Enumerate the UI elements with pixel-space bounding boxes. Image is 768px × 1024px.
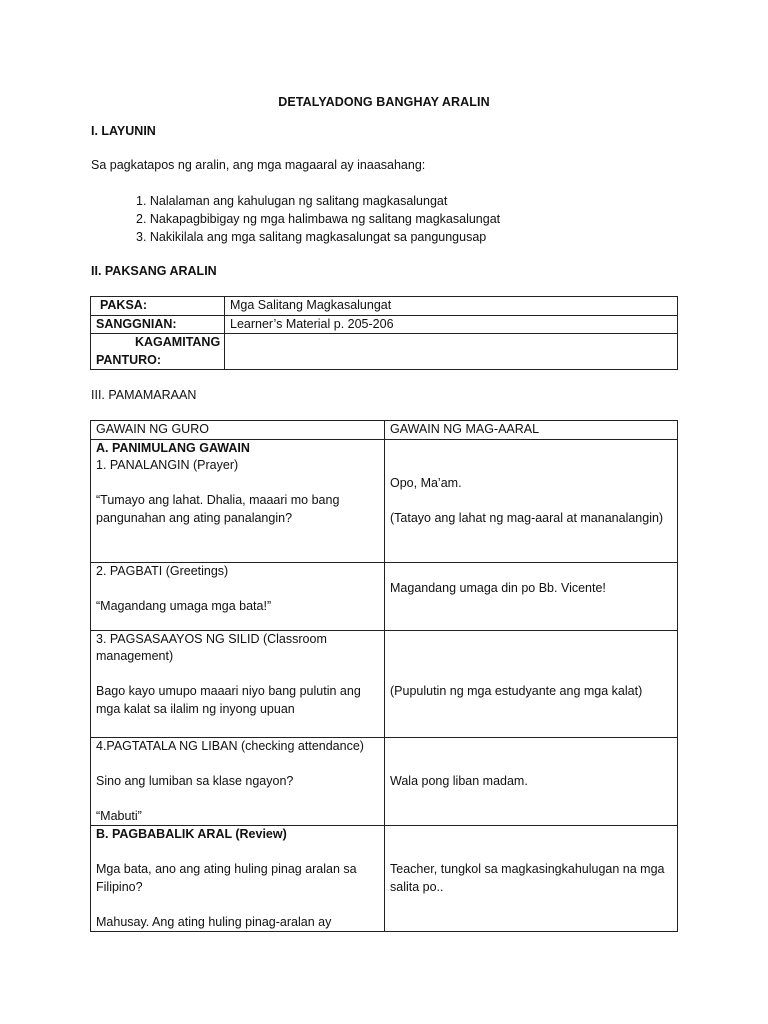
- pagtatala-label: 4.PAGTATALA NG LIBAN (checking attendance): [96, 738, 364, 753]
- table-row: [91, 297, 678, 316]
- panalangin-student-cell: [385, 439, 678, 562]
- section-heading-paksang-aralin: II. PAKSANG ARALIN: [91, 264, 217, 278]
- table-row: [91, 562, 678, 630]
- pagbabalik-teacher-question: Mga bata, ano ang ating huling pinag aralan sa Filipino?: [96, 862, 357, 894]
- pagtatala-teacher-question: Sino ang lumiban sa klase ngayon?: [96, 773, 294, 788]
- pagbati-teacher-cell: [91, 562, 385, 630]
- panalangin-student-reply: Opo, Ma’am.: [390, 475, 462, 490]
- table-row: [91, 315, 678, 334]
- objective-item: 3. Nakikilala ang mga salitang magkasalungat sa pangungusap: [136, 230, 487, 244]
- paksa-value: Mga Salitang Magkasalungat: [225, 297, 678, 316]
- document-title: DETALYADONG BANGHAY ARALIN: [278, 95, 490, 109]
- pamamaraan-table: [90, 420, 678, 932]
- column-header-mag-aaral: GAWAIN NG MAG-AARAL: [385, 421, 678, 440]
- objectives-list: [136, 192, 500, 246]
- pagtatala-teacher-reply: “Mabuti”: [96, 808, 142, 823]
- paksa-label: PAKSA:: [91, 297, 225, 316]
- pagbabalik-student-text: Teacher, tungkol sa magkasingkahulugan na mga salita po..: [390, 862, 665, 894]
- pagbabalik-teacher-text: Mahusay. Ang ating huling pinag-aralan ay: [96, 914, 332, 929]
- table-row: [91, 334, 678, 370]
- pagtatala-student-text: Wala pong liban madam.: [390, 773, 528, 788]
- pagbabalik-teacher-cell: [91, 826, 385, 932]
- sanggunian-label: SANGGNIAN:: [91, 315, 225, 334]
- pagsasaayos-student-cell: [385, 630, 678, 737]
- column-header-guro: GAWAIN NG GURO: [91, 421, 385, 440]
- paksang-aralin-table: [90, 296, 678, 370]
- objectives-intro: Sa pagkatapos ng aralin, ang mga magaaral ay inaasahang:: [91, 158, 426, 172]
- kagamitang-value: [225, 334, 678, 370]
- objective-item: 1. Nalalaman ang kahulugan ng salitang magkasalungat: [136, 194, 448, 208]
- pagbabalik-aral-heading: B. PAGBABALIK ARAL (Review): [96, 827, 287, 841]
- pagbati-label: 2. PAGBATI (Greetings): [96, 563, 229, 578]
- kagamitang-label-line1: KAGAMITANG: [135, 335, 221, 349]
- pagbati-teacher-text: “Magandang umaga mga bata!”: [96, 598, 272, 613]
- panalangin-teacher-text: “Tumayo ang lahat. Dhalia, maaari mo bang pangunahan ang ating panalangin?: [96, 493, 340, 525]
- pagsasaayos-teacher-text: Bago kayo umupo maaari niyo bang pulutin ang mga kalat sa ilalim ng inyong upuan: [96, 684, 361, 716]
- pagbati-student-text: Magandang umaga din po Bb. Vicente!: [390, 581, 606, 595]
- pagsasaayos-teacher-cell: [91, 630, 385, 737]
- pagtatala-teacher-cell: [91, 737, 385, 826]
- pagbati-student-cell: [385, 562, 678, 630]
- panalangin-student-action: (Tatayo ang lahat ng mag-aaral at mananalangin): [390, 510, 664, 525]
- objective-item: 2. Nakapagbibigay ng mga halimbawa ng salitang magkasalungat: [136, 212, 501, 226]
- panalangin-label: 1. PANALANGIN (Prayer): [96, 458, 239, 472]
- section-heading-layunin: I. LAYUNIN: [91, 124, 156, 138]
- pagtatala-student-cell: [385, 737, 678, 826]
- section-heading-pamamaraan: III. PAMAMARAAN: [91, 388, 197, 402]
- panalangin-teacher-cell: [91, 439, 385, 562]
- table-row: [91, 439, 678, 562]
- panimulang-gawain-heading: A. PANIMULANG GAWAIN: [96, 440, 250, 455]
- pagsasaayos-student-text: (Pupulutin ng mga estudyante ang mga kalat): [390, 684, 643, 698]
- pagsasaayos-label: 3. PAGSASAAYOS NG SILID (Classroom management): [96, 631, 327, 663]
- pagbabalik-student-cell: [385, 826, 678, 932]
- kagamitang-label-line2: PANTURO:: [96, 352, 162, 367]
- table-row: [91, 737, 678, 826]
- table-row: [91, 630, 678, 737]
- table-row: [91, 826, 678, 932]
- sanggunian-value: Learner’s Material p. 205-206: [225, 315, 678, 334]
- kagamitang-label: [91, 334, 225, 370]
- table-header-row: [91, 421, 678, 440]
